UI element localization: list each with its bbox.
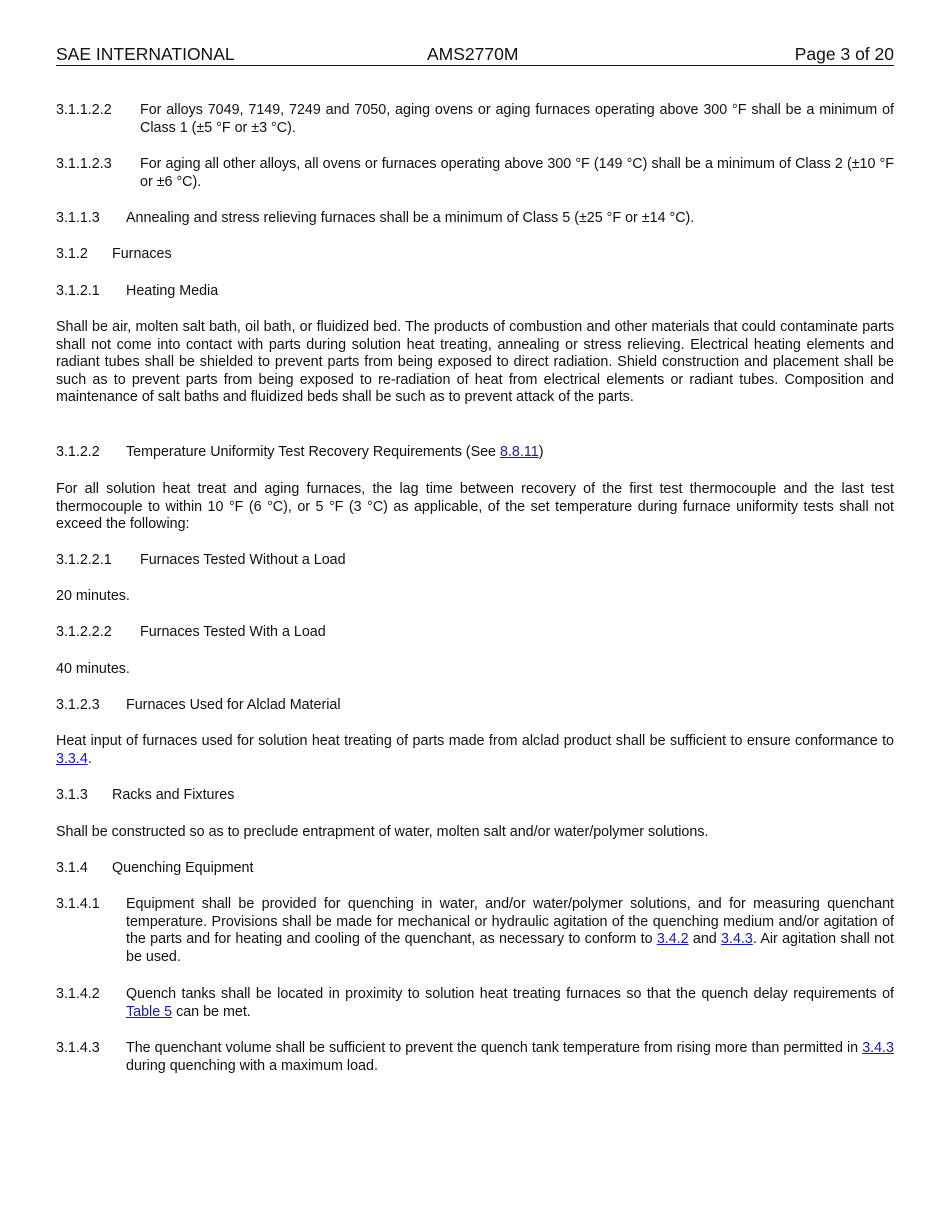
section-number: 3.1.1.2.2 bbox=[56, 102, 112, 118]
section-title: Furnaces Used for Alclad Material bbox=[126, 697, 341, 713]
section-text: Annealing and stress relieving furnaces shall be a minimum of Class 5 (±25 °F or ±14 °C). bbox=[126, 210, 695, 226]
heading-3-1-3 bbox=[56, 787, 894, 805]
paragraph-text: 20 minutes. bbox=[56, 588, 130, 604]
heading-3-1-2-2-1 bbox=[56, 552, 894, 570]
section-title: Furnaces Tested With a Load bbox=[140, 624, 326, 640]
heading-3-1-2-3 bbox=[56, 697, 894, 715]
link-3-4-2[interactable]: 3.4.2 bbox=[656, 931, 689, 947]
section-title: Racks and Fixtures bbox=[112, 787, 235, 803]
section-text bbox=[126, 1040, 894, 1075]
section-number: 3.1.4 bbox=[56, 860, 88, 876]
section-number: 3.1.4.2 bbox=[56, 986, 100, 1002]
section-number: 3.1.2.2.2 bbox=[56, 624, 112, 640]
link-3-3-4[interactable]: 3.3.4 bbox=[56, 750, 88, 767]
section-number: 3.1.1.2.3 bbox=[56, 156, 112, 172]
section-number: 3.1.4.3 bbox=[56, 1040, 100, 1056]
section-text-pre: Equipment shall be provided for quenching in water, and/or water/polymer solutions, and for measuring quenchant temperature. Provisions shall be made for mechanical or hydraulic agitation of the quenching medium and/or agitation of the parts and for heating and cooling of the quenchant, as necessary to conform to bbox=[126, 896, 894, 947]
section-title: Quenching Equipment bbox=[112, 860, 254, 876]
section-3-1-4-2 bbox=[56, 986, 894, 1021]
paragraph-text: 40 minutes. bbox=[56, 661, 130, 677]
section-number: 3.1.4.1 bbox=[56, 896, 100, 912]
paragraph-text bbox=[56, 733, 894, 768]
paragraph-alclad bbox=[56, 733, 894, 768]
link-3-4-3[interactable]: 3.4.3 bbox=[721, 931, 753, 947]
section-text bbox=[126, 896, 894, 966]
paragraph-text-post: . bbox=[87, 750, 92, 767]
section-number: 3.1.2.1 bbox=[56, 283, 100, 299]
section-text: For aging all other alloys, all ovens or furnaces operating above 300 °F (149 °C) shall be a minimum of Class 2 (±10 °F or ±6 °C). bbox=[140, 156, 894, 190]
section-text-post: . Air agitation shall not be used. bbox=[126, 931, 894, 965]
paragraph-text: Shall be constructed so as to preclude entrapment of water, molten salt and/or water/polymer solutions. bbox=[56, 824, 709, 840]
paragraph-heating-media bbox=[56, 319, 894, 407]
heading-3-1-4 bbox=[56, 860, 894, 878]
paragraph-text-pre: Heat input of furnaces used for solution heat treating of parts made from alclad product shall be sufficient to ensure conformance to bbox=[56, 733, 894, 749]
section-text: For alloys 7049, 7149, 7249 and 7050, aging ovens or aging furnaces operating above 300 °F shall be a minimum of Class 1 (±5 °F or ±3 °C). bbox=[140, 102, 894, 136]
section-number: 3.1.2.3 bbox=[56, 697, 100, 713]
section-3-1-1-3 bbox=[56, 210, 894, 228]
section-text bbox=[126, 986, 894, 1021]
section-title: Furnaces bbox=[112, 246, 172, 262]
paragraph-with-load bbox=[56, 661, 894, 679]
section-title-close: ) bbox=[538, 444, 544, 460]
section-3-1-1-2-3 bbox=[56, 156, 894, 191]
section-title bbox=[126, 444, 543, 462]
section-text-post: during quenching with a maximum load. bbox=[126, 1057, 378, 1074]
header-organization: SAE INTERNATIONAL bbox=[56, 44, 235, 64]
section-number: 3.1.2.2.1 bbox=[56, 552, 112, 568]
paragraph-racks bbox=[56, 824, 894, 842]
heading-3-1-2 bbox=[56, 246, 894, 264]
section-text-mid: and bbox=[688, 931, 722, 947]
paragraph-without-load bbox=[56, 588, 894, 606]
header-page-number: Page 3 of 20 bbox=[794, 44, 894, 64]
section-3-1-4-1 bbox=[56, 896, 894, 966]
section-number: 3.1.1.3 bbox=[56, 210, 100, 226]
section-text-pre: The quenchant volume shall be sufficient to prevent the quench tank temperature from rising more than permitted in bbox=[126, 1040, 863, 1056]
paragraph-text: Shall be air, molten salt bath, oil bath, or fluidized bed. The products of combustion and other materials that could contaminate parts shall not come into contact with parts during solution heat treating, annealing or stress relieving. Electrical heating elements and radiant tubes shall be shielded to prevent parts from being exposed to direct radiation. Shield construction and placement shall be such as to prevent parts from being exposed to re-radiation of heat from electrical elements or radiant tubes. Composition and maintenance of salt baths and fluidized beds shall be such as to prevent attack of the parts. bbox=[56, 319, 894, 405]
section-number: 3.1.2.2 bbox=[56, 444, 100, 460]
section-3-1-4-3 bbox=[56, 1040, 894, 1075]
section-text-post: can be met. bbox=[172, 1003, 251, 1020]
link-8-8-11[interactable]: 8.8.11 bbox=[499, 444, 539, 460]
paragraph-recovery-requirements bbox=[56, 481, 894, 534]
heading-3-1-2-2-2 bbox=[56, 624, 894, 642]
paragraph-text: For all solution heat treat and aging furnaces, the lag time between recovery of the first test thermocouple and the last test thermocouple to within 10 °F (6 °C), or 5 °F (3 °C) as applicable, of the set temperature during furnace uniformity tests shall not exceed the following: bbox=[56, 481, 894, 532]
page-header bbox=[56, 43, 894, 66]
section-3-1-1-2-2 bbox=[56, 102, 894, 137]
link-3-4-3[interactable]: 3.4.3 bbox=[862, 1040, 894, 1056]
section-number: 3.1.3 bbox=[56, 787, 88, 803]
heading-3-1-2-2 bbox=[56, 444, 894, 462]
heading-3-1-2-1 bbox=[56, 283, 894, 301]
link-table-5[interactable]: Table 5 bbox=[126, 1003, 173, 1020]
header-document-id: AMS2770M bbox=[427, 44, 519, 64]
section-title: Heating Media bbox=[126, 283, 219, 299]
section-text-pre: Quench tanks shall be located in proximity to solution heat treating furnaces so that the quench delay requirements of bbox=[126, 986, 894, 1002]
section-title: Furnaces Tested Without a Load bbox=[140, 552, 346, 568]
section-number: 3.1.2 bbox=[56, 246, 88, 262]
section-title-text: Temperature Uniformity Test Recovery Requirements (See bbox=[126, 444, 500, 460]
